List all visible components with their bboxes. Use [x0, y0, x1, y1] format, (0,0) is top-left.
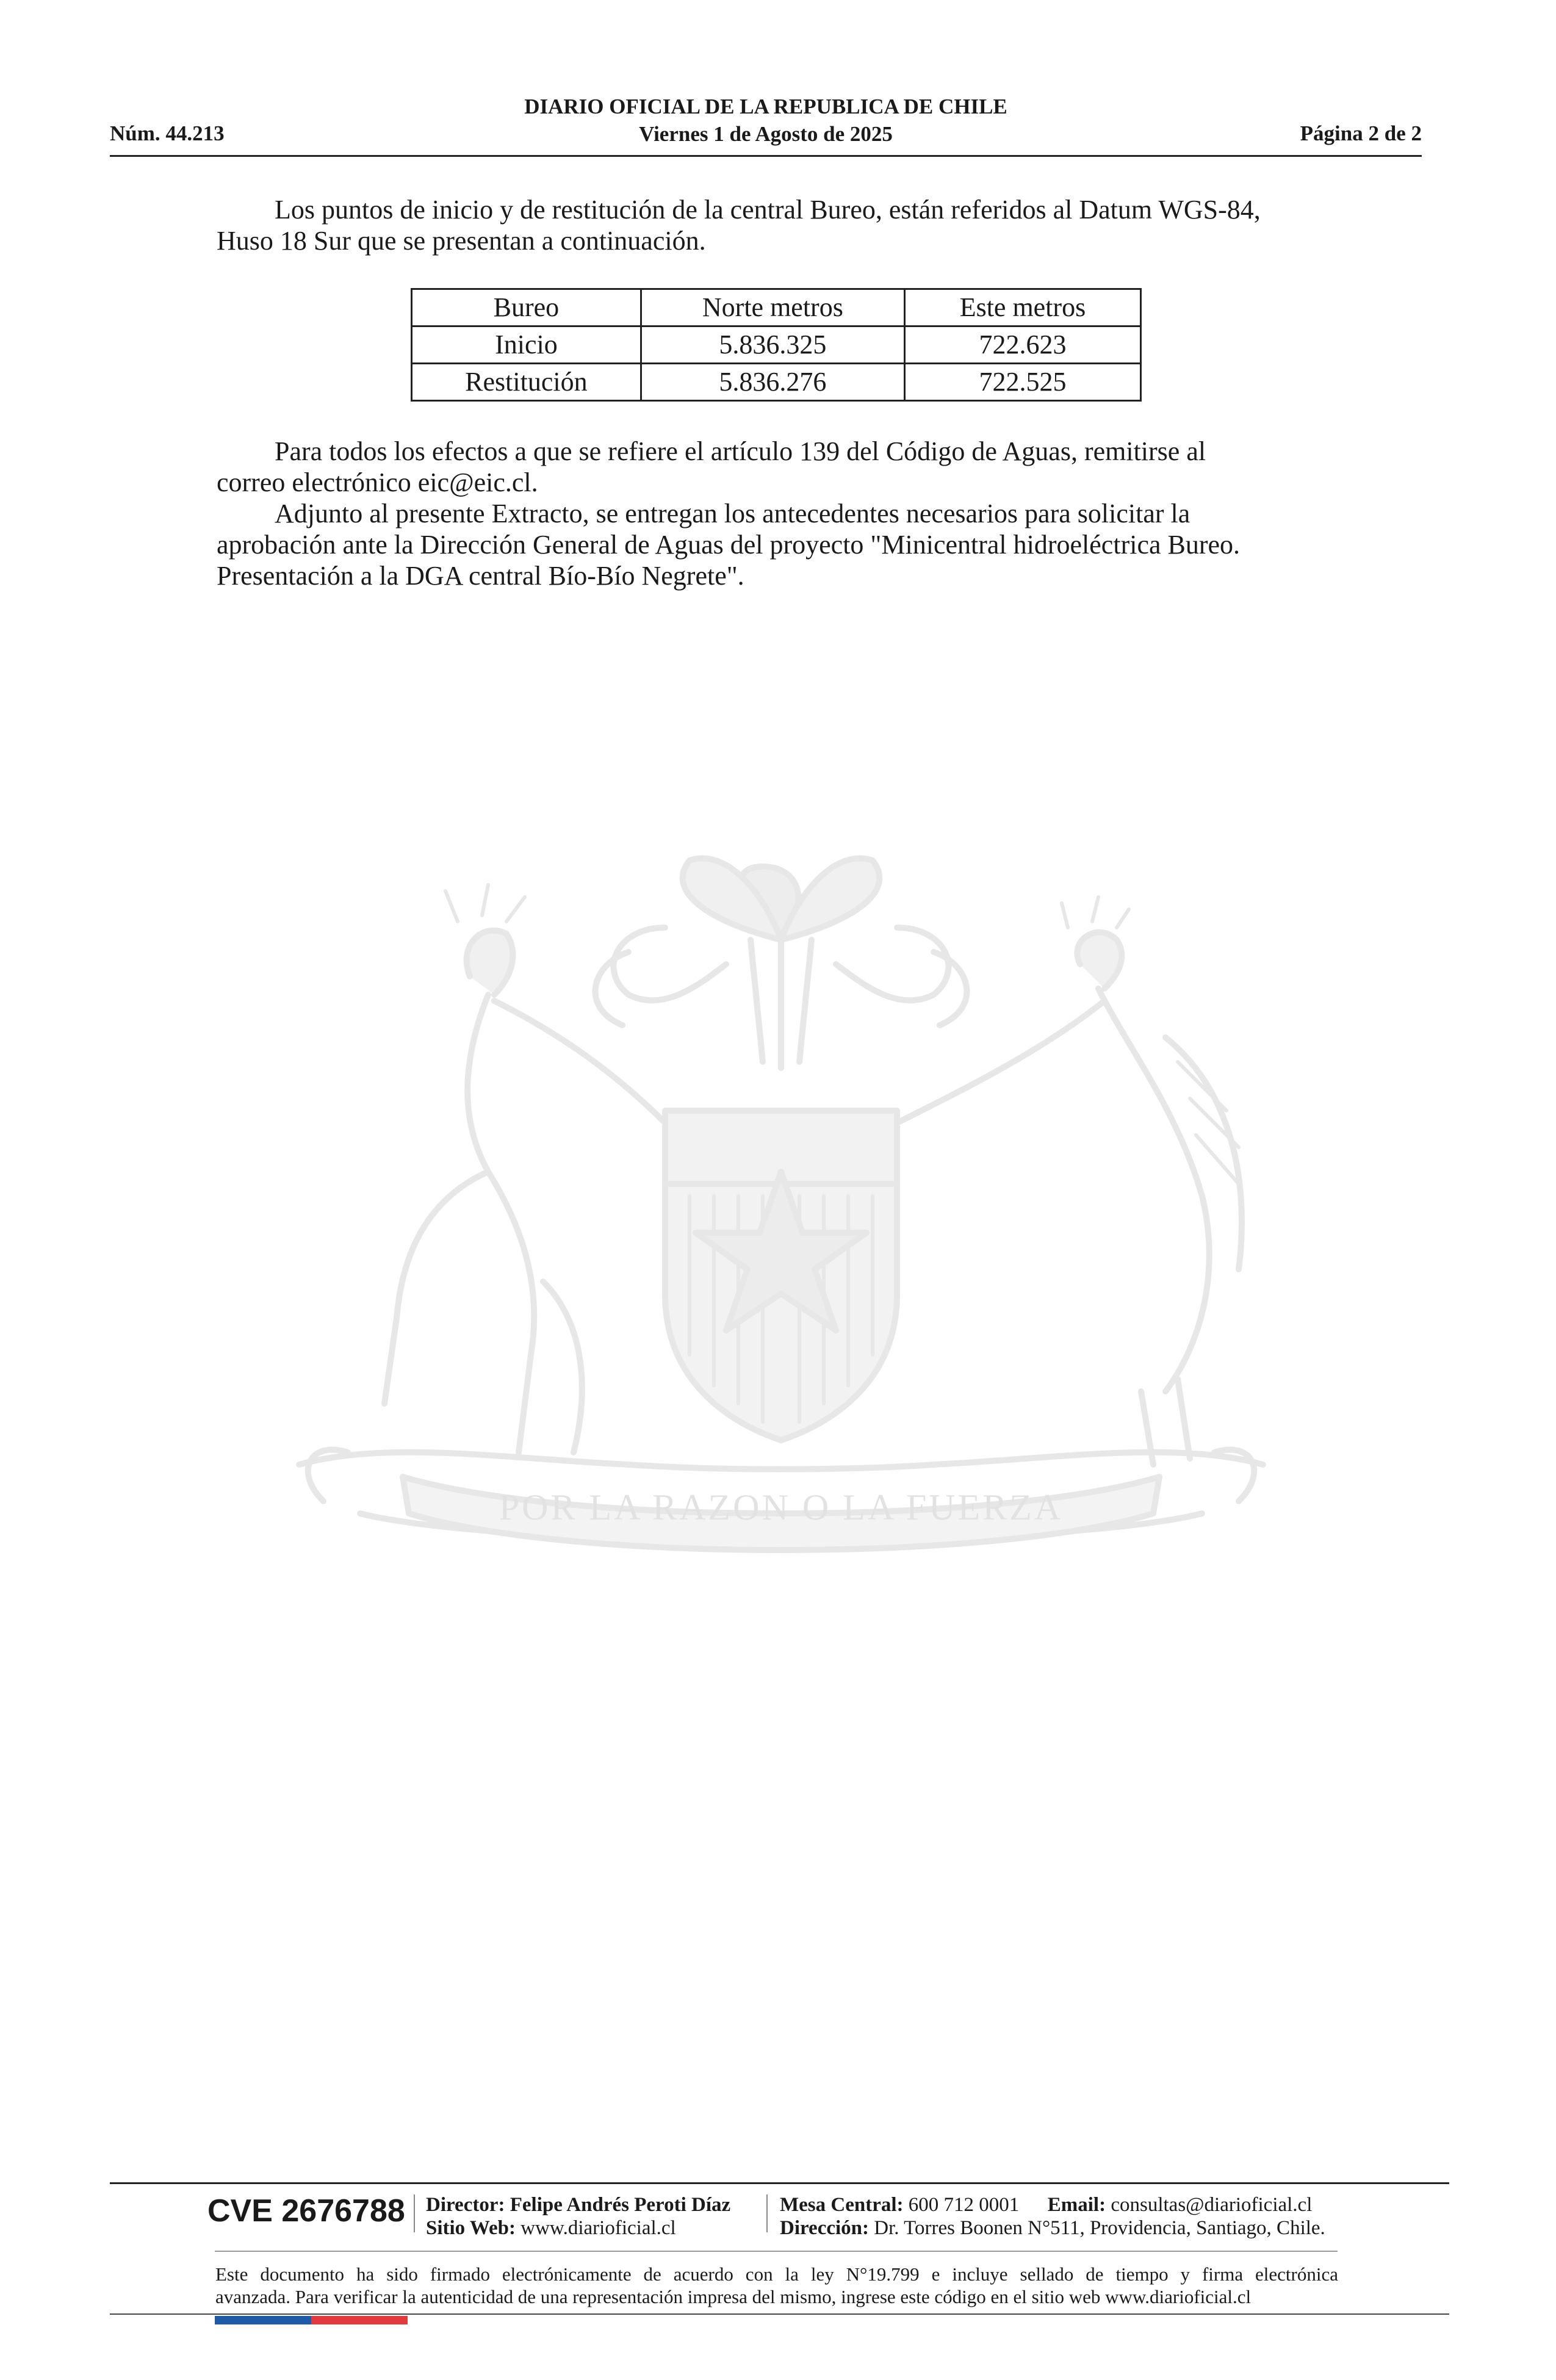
page-number: Página 2 de 2 [1300, 121, 1422, 145]
flag-stripe-blue [215, 2316, 311, 2324]
publication-title: DIARIO OFICIAL DE LA REPUBLICA DE CHILE [524, 95, 1007, 118]
cve-code: CVE 2676788 [207, 2193, 405, 2229]
para3-line-1: Adjunto al presente Extracto, se entregan los antecedentes necesarios para solicitar la [275, 499, 1190, 528]
para2-line-2: correo electrónico eic@eic.cl. [217, 467, 538, 497]
header-center [110, 93, 1422, 148]
para3-line-2: aprobación ante la Dirección General de Aguas del proyecto "Minicentral hidroeléctrica Bureo. [217, 530, 1241, 560]
footer-director-col [426, 2193, 730, 2240]
legal-notice-line-2: avanzada. Para verificar la autenticidad de una representación impresa del mismo, ingrese este código en el sitio web www.diarioficial.cl [215, 2286, 1252, 2307]
director-label: Director: [426, 2194, 505, 2216]
email-link[interactable]: consultas@diarioficial.cl [1111, 2194, 1313, 2216]
paragraph-articulo-cont [217, 467, 1336, 498]
coat-of-arms-icon [201, 854, 1361, 1684]
table-header-cell: Este metros [904, 289, 1140, 326]
para3-line-3: Presentación a la DGA central Bío-Bío Negrete". [217, 561, 744, 591]
intro-paragraph-cont [217, 225, 1336, 256]
table-cell: 722.525 [904, 364, 1140, 401]
intro-paragraph [217, 194, 1336, 225]
table-cell: Restitución [412, 364, 641, 401]
footer-separator [766, 2194, 768, 2232]
table-row [412, 364, 1141, 401]
coordinates-table [411, 288, 1142, 402]
table-cell: 5.836.276 [641, 364, 904, 401]
footer-separator [414, 2194, 415, 2232]
email-label: Email: [1047, 2194, 1106, 2216]
contact-line [780, 2193, 1325, 2216]
flag-stripe-red [311, 2316, 408, 2324]
footer-bottom-divider [110, 2313, 1449, 2315]
para2-line-1: Para todos los efectos a que se refiere el artículo 139 del Código de Aguas, remitirse al [275, 436, 1206, 466]
table-header-cell: Norte metros [641, 289, 904, 326]
footer-contact-col [780, 2193, 1325, 2240]
website-link[interactable]: www.diarioficial.cl [520, 2217, 676, 2239]
paragraph-adjunto [217, 498, 1336, 529]
table-header-cell: Bureo [412, 289, 641, 326]
header-divider [110, 155, 1422, 157]
publication-date: Viernes 1 de Agosto de 2025 [639, 122, 893, 146]
page-header [110, 93, 1422, 157]
paragraph-articulo [217, 436, 1336, 467]
mesa-phone: 600 712 0001 [908, 2194, 1020, 2216]
table-cell: 5.836.325 [641, 326, 904, 364]
address-label: Dirección: [780, 2217, 870, 2239]
website-label: Sitio Web: [426, 2217, 516, 2239]
footer-top-divider [110, 2182, 1449, 2184]
motto-text: POR LA RAZON O LA FUERZA [499, 1487, 1064, 1527]
website-line [426, 2216, 730, 2240]
legal-notice-line-1: Este documento ha sido firmado electrónicamente de acuerdo con la ley N°19.799 e incluye sellado de tiempo y firma electrónica [215, 2263, 1338, 2285]
address-value: Dr. Torres Boonen N°511, Providencia, Santiago, Chile. [874, 2217, 1325, 2239]
table-cell: Inicio [412, 326, 641, 364]
mesa-label: Mesa Central: [780, 2194, 904, 2216]
table-row [412, 326, 1141, 364]
director-line [426, 2193, 730, 2216]
table-header-row [412, 289, 1141, 326]
address-line [780, 2216, 1325, 2240]
issue-number: Núm. 44.213 [110, 121, 225, 145]
paragraph-adjunto-end [217, 560, 1336, 591]
director-name: Felipe Andrés Peroti Díaz [510, 2194, 731, 2216]
paragraph-adjunto-cont [217, 529, 1336, 560]
intro-line-2: Huso 18 Sur que se presentan a continuación. [217, 226, 706, 256]
table-cell: 722.623 [904, 326, 1140, 364]
footer-mid-divider [215, 2251, 1338, 2252]
intro-line-1: Los puntos de inicio y de restitución de la central Bureo, están referidos al Datum WGS-84, [275, 195, 1261, 225]
